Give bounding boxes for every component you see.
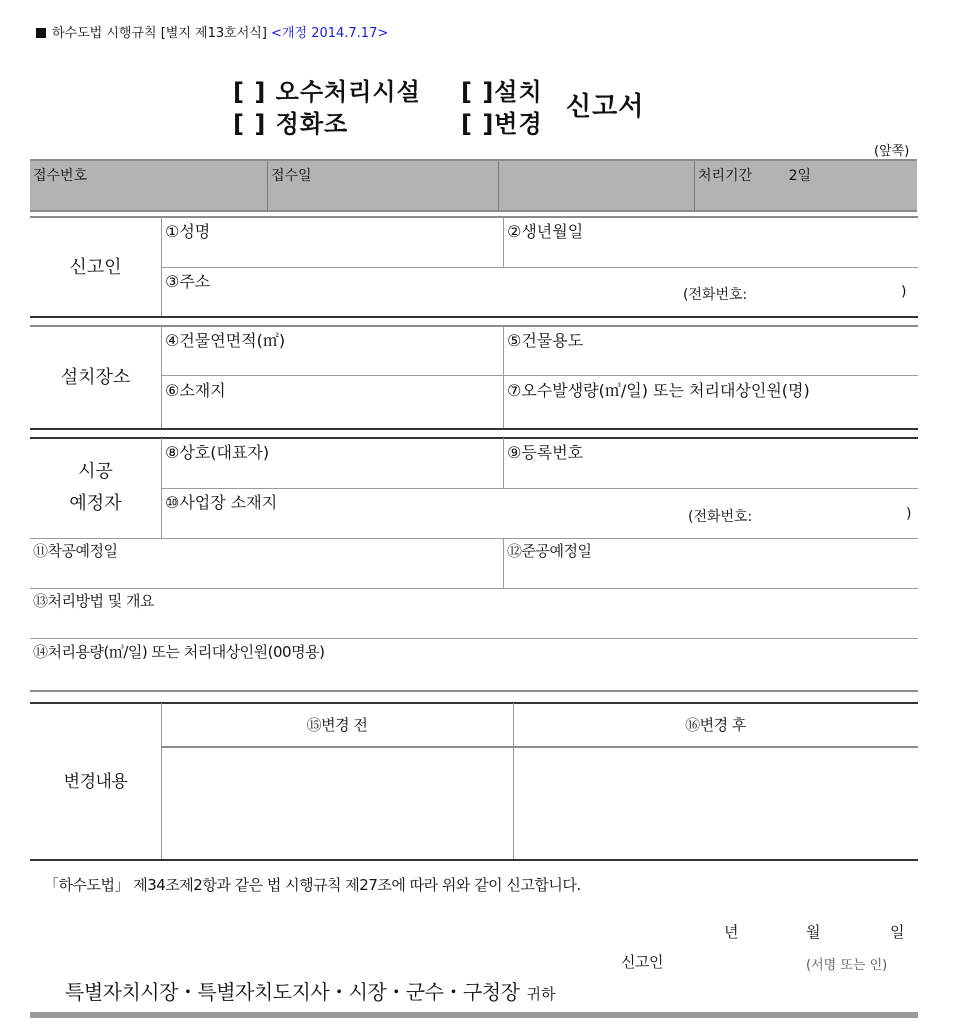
divider bbox=[30, 538, 918, 539]
divider bbox=[30, 690, 918, 692]
checkbox-septic-tank[interactable]: [ ] bbox=[233, 110, 267, 138]
processing-period-cell bbox=[694, 161, 917, 210]
title-septic-tank: 정화조 bbox=[275, 110, 349, 138]
contractor-phone-label[interactable]: (전화번호: bbox=[688, 509, 753, 525]
addressee-officials: 특별자치시장・특별자치도지사・시장・군수・구청장 bbox=[65, 980, 520, 1004]
processing-period-label: 처리기간 bbox=[698, 168, 753, 184]
applicant-phone-label[interactable]: (전화번호: bbox=[683, 287, 748, 303]
divider bbox=[30, 325, 918, 327]
divider bbox=[503, 326, 504, 428]
applicant-phone-close: ) bbox=[901, 284, 907, 300]
signature-hint[interactable]: (서명 또는 인) bbox=[806, 958, 888, 973]
date-year[interactable]: 년 bbox=[724, 923, 738, 941]
title-install-option bbox=[461, 72, 543, 107]
receipt-date-cell[interactable] bbox=[267, 161, 498, 210]
date-day[interactable]: 일 bbox=[890, 923, 904, 941]
column-before-change: ⑮변경 전 bbox=[306, 716, 368, 734]
section-contractor-line1: 시공 bbox=[78, 461, 113, 482]
field-company-name[interactable]: ⑧상호(대표자) bbox=[165, 443, 270, 462]
regulation-ref: 하수도법 시행규칙 [별지 제13호서식] bbox=[52, 26, 267, 41]
receipt-box bbox=[30, 159, 917, 212]
addressee-honorific: 귀하 bbox=[526, 985, 556, 1003]
divider bbox=[161, 488, 918, 489]
field-building-use[interactable]: ⑤건물용도 bbox=[507, 331, 584, 350]
field-site-address[interactable]: ⑥소재지 bbox=[165, 381, 226, 400]
after-change-input[interactable] bbox=[514, 749, 918, 859]
field-treatment-method[interactable]: ⑬처리방법 및 개요 bbox=[33, 592, 154, 610]
page-side-label: (앞쪽) bbox=[874, 144, 910, 159]
field-floor-area[interactable]: ④건물연면적(㎡) bbox=[165, 331, 286, 350]
receipt-date-label: 접수일 bbox=[271, 168, 312, 184]
regulation-header bbox=[36, 22, 388, 41]
divider bbox=[30, 437, 918, 439]
declaration-statement: 「하수도법」 제34조제2항과 같은 법 시행규칙 제27조에 따라 위와 같이 신고합니다. bbox=[44, 876, 581, 894]
divider bbox=[503, 217, 504, 267]
processing-period-value: 2일 bbox=[788, 168, 811, 184]
field-birthdate[interactable]: ②생년월일 bbox=[507, 222, 584, 241]
divider bbox=[30, 216, 918, 218]
addressee bbox=[65, 976, 555, 1005]
revision-date: <개정 2014.7.17> bbox=[271, 26, 389, 41]
column-after-change: ⑯변경 후 bbox=[685, 716, 746, 734]
bottom-border bbox=[30, 1012, 918, 1018]
section-change-details: 변경내용 bbox=[63, 772, 128, 792]
divider bbox=[30, 588, 918, 589]
divider bbox=[30, 316, 918, 318]
field-address[interactable]: ③주소 bbox=[165, 272, 211, 291]
before-change-input[interactable] bbox=[162, 749, 513, 859]
field-name[interactable]: ①성명 bbox=[165, 222, 211, 241]
field-office-address[interactable]: ⑩사업장 소재지 bbox=[165, 493, 278, 512]
title-row-1 bbox=[233, 72, 421, 107]
checkbox-change[interactable]: [ ] bbox=[461, 110, 495, 138]
title-install: 설치 bbox=[494, 78, 543, 106]
receipt-number-cell[interactable] bbox=[30, 161, 267, 210]
divider bbox=[30, 859, 918, 861]
field-treatment-capacity[interactable]: ⑭처리용량(㎥/일) 또는 처리대상인원(00명용) bbox=[33, 643, 325, 661]
title-change-option bbox=[461, 104, 543, 139]
reporter-label: 신고인 bbox=[621, 953, 663, 971]
section-applicant: 신고인 bbox=[69, 257, 122, 278]
square-bullet-icon bbox=[36, 28, 46, 38]
divider bbox=[161, 267, 918, 268]
contractor-phone-close: ) bbox=[906, 506, 912, 522]
divider bbox=[30, 702, 918, 704]
receipt-number-label: 접수번호 bbox=[33, 168, 88, 184]
section-install-location: 설치장소 bbox=[60, 367, 131, 388]
checkbox-sewage-facility[interactable]: [ ] bbox=[233, 78, 267, 106]
date-month[interactable]: 월 bbox=[806, 923, 820, 941]
divider bbox=[161, 375, 918, 376]
divider bbox=[30, 428, 918, 430]
section-contractor bbox=[30, 456, 161, 520]
title-row-2 bbox=[233, 104, 348, 139]
divider bbox=[161, 326, 162, 428]
field-start-date[interactable]: ⑪착공예정일 bbox=[33, 542, 118, 560]
form-title: 신고서 bbox=[566, 92, 645, 122]
title-sewage-facility: 오수처리시설 bbox=[275, 78, 421, 106]
field-completion-date[interactable]: ⑫준공예정일 bbox=[507, 542, 592, 560]
checkbox-install[interactable]: [ ] bbox=[461, 78, 495, 106]
section-contractor-line2: 예정자 bbox=[69, 493, 122, 514]
divider bbox=[161, 746, 918, 748]
title-change: 변경 bbox=[494, 110, 543, 138]
receipt-blank-cell bbox=[498, 161, 694, 210]
divider bbox=[503, 539, 504, 588]
field-sewage-volume[interactable]: ⑦오수발생량(㎥/일) 또는 처리대상인원(명) bbox=[507, 381, 810, 400]
divider bbox=[30, 638, 918, 639]
field-registration-number[interactable]: ⑨등록번호 bbox=[507, 443, 584, 462]
divider bbox=[503, 438, 504, 488]
